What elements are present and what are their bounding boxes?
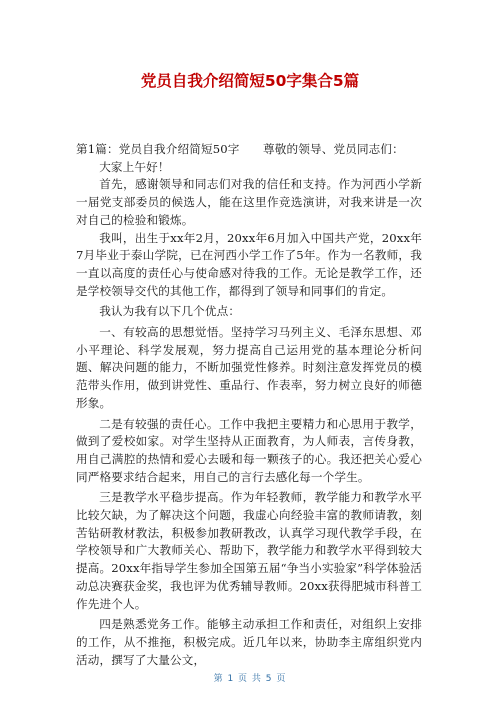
body-paragraph: 二是有较强的责任心。工作中我把主要精力和心思用于教学，做到了爱校如家。对学生坚持从正面教育，为人师表，言传身教，用自己满腔的热情和爱心去暖和每一颗孩子的心。我还把关心爱心同严格要求结合起来，用自己的言行去感化每一个学生。: [76, 416, 422, 484]
body-paragraph: 我认为我有以下几个优点：: [99, 304, 241, 319]
body-paragraph: 一、有较高的思想觉悟。坚持学习马列主义、毛泽东思想、邓小平理论、科学发展观，努力提高自己运用党的基本理论分析问题、解决问题的能力，不断加强党性修养。时刻注意发挥党员的模范带头作用，做到讲党性、重品行、作表率，努力树立良好的师德形象。: [76, 325, 422, 410]
body-paragraph: 三是教学水平稳步提高。作为年轻教师，教学能力和教学水平比较欠缺，为了解决这个问题，我虚心向经验丰富的教师请教，刻苦钻研教材教法，积极参加教研教改，认真学习现代教学手段，在学校领导和广大教师关心、帮助下，教学能力和教学水平得到较大提高。20xx年指导学生参加全国第五届“争当小实验家”科学体验活动总决赛获金奖，我也评为优秀辅导教师。20xx获得肥城市科普工作先进个人。: [76, 490, 422, 611]
greeting-paragraph: 大家上午好！: [99, 159, 170, 174]
document-body: [76, 141, 422, 669]
body-paragraph: 首先，感谢领导和同志们对我的信任和支持。作为河西小学新一届党支部委员的候选人，能在这里作竞选演讲，对我来讲是一次对自己的检验和锻炼。: [76, 177, 422, 227]
body-paragraph: 我叫，出生于xx年2月，20xx年6月加入中国共产党，20xx年7月毕业于泰山学院，已在河西小学工作了5年。作为一名教师，我一直以高度的责任心与使命感对待我的工作。无论是教学工作，还是学校领导交代的其他工作，都得到了领导和同事们的肯定。: [76, 230, 422, 298]
page-number-footer: 第 1 页 共 5 页: [213, 674, 287, 684]
section-heading: 第1篇：党员自我介绍简短50字 尊敬的领导、党员同志们：: [76, 142, 404, 156]
document-title: 党员自我介绍简短50字集合5篇: [140, 72, 360, 90]
body-paragraph: 四是熟悉党务工作。能够主动承担工作和责任，对组织上安排的工作，从不推拖，积极完成。近几年以来，协助李主席组织党内活动，撰写了大量公文，: [76, 617, 422, 667]
